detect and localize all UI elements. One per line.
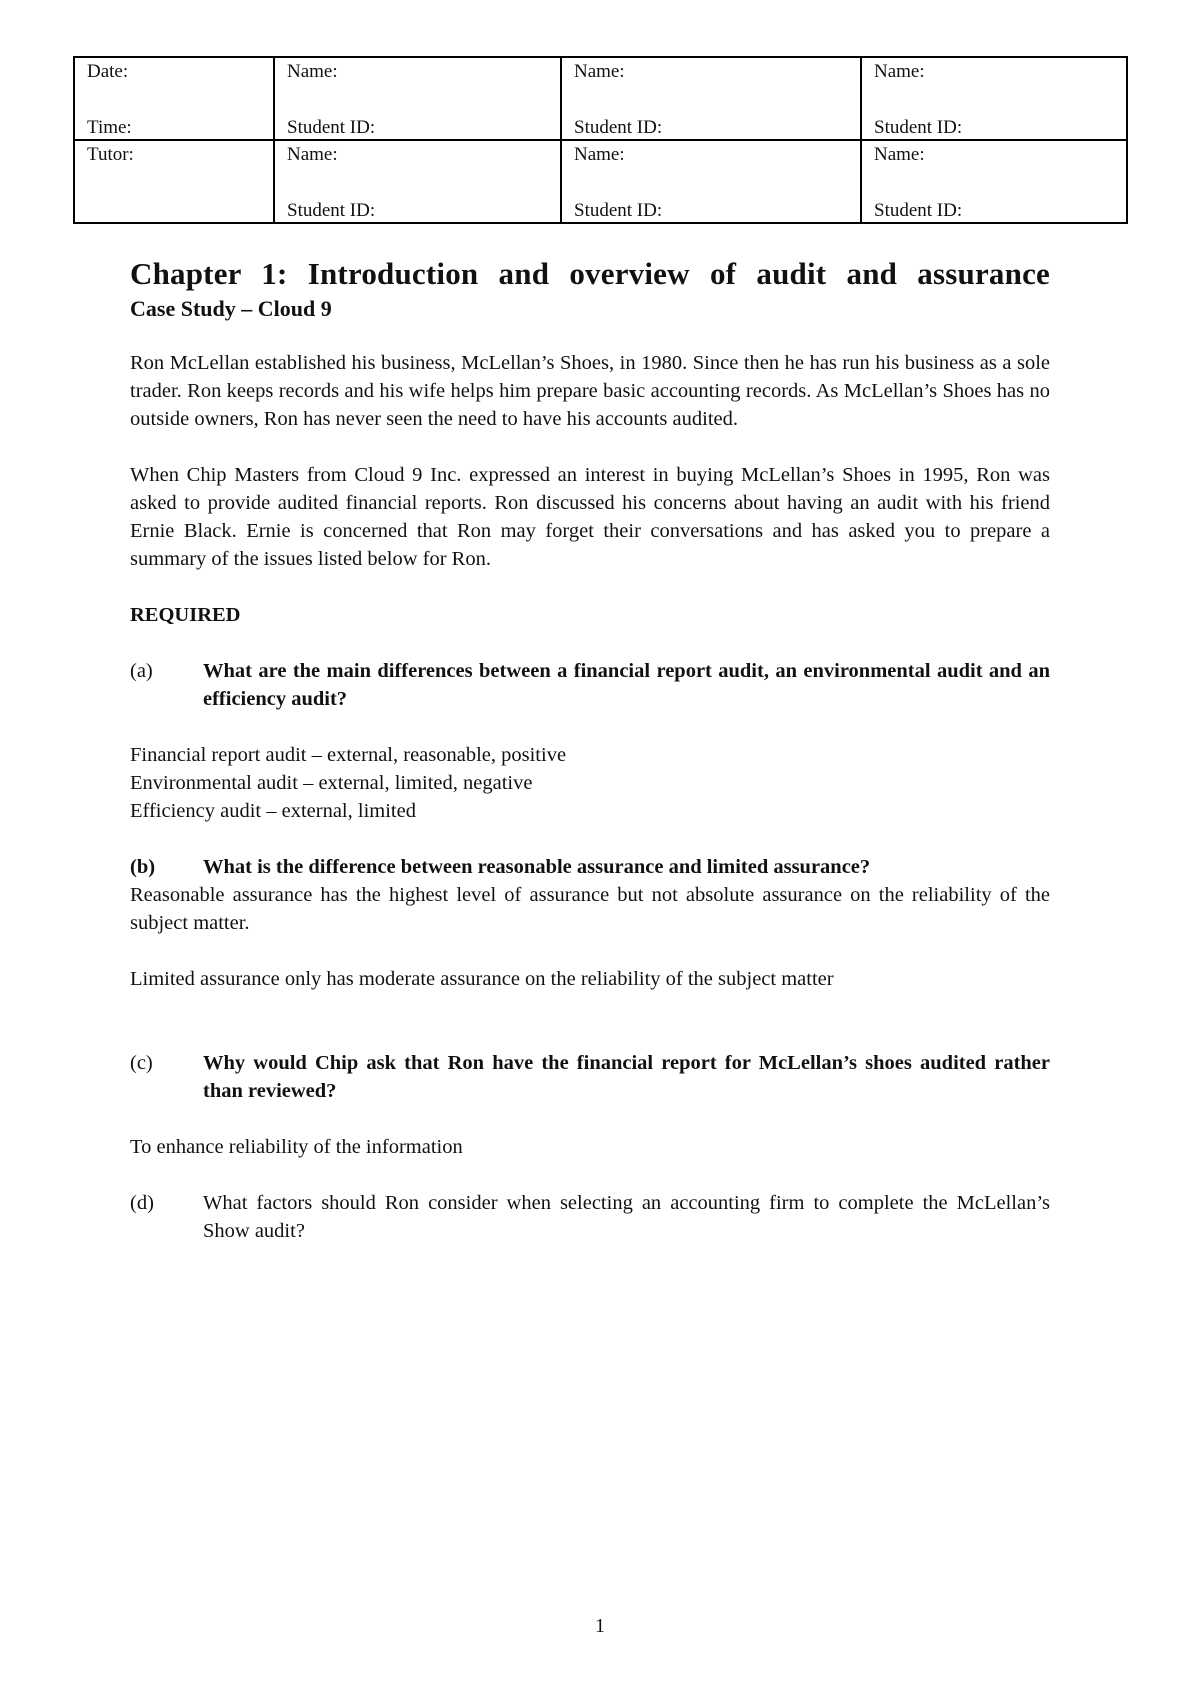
question-b (130, 853, 1050, 881)
question-text: What is the difference between reasonable assurance and limited assurance? (203, 856, 871, 878)
table-row (74, 57, 1127, 140)
answer-line: Environmental audit – external, limited, negative (130, 772, 533, 794)
student-id-label: Student ID: (874, 117, 963, 138)
question-d (130, 1189, 1050, 1245)
student-cell (274, 57, 561, 140)
intro-paragraph: Ron McLellan established his business, McLellan’s Shoes, in 1980. Since then he has run his business as a sole trader. Ron keeps records and his wife helps him prepare basic accounting records. As McLellan’s Shoes has no outside owners, Ron has never seen the need to have his accounts audited. (130, 352, 1050, 430)
student-details-table (73, 56, 1128, 224)
question-text: What factors should Ron consider when selecting an accounting firm to complete the McLellan’s Show audit? (203, 1192, 1050, 1242)
name-label: Name: (874, 144, 925, 165)
student-id-label: Student ID: (287, 200, 376, 221)
name-label: Name: (287, 61, 338, 82)
tutor-label: Tutor: (87, 144, 134, 165)
question-letter: (c) (130, 1052, 153, 1074)
student-cell (561, 57, 861, 140)
chapter-title: Chapter 1: Introduction and overview of audit and assurance (130, 256, 1050, 291)
student-cell (561, 140, 861, 223)
student-id-label: Student ID: (287, 117, 376, 138)
time-label: Time: (87, 117, 132, 138)
required-heading: REQUIRED (130, 604, 241, 626)
tutor-cell (74, 140, 274, 223)
date-time-cell (74, 57, 274, 140)
document-body (130, 256, 1050, 1245)
answer-line: Reasonable assurance has the highest level of assurance but not absolute assurance on the reliability of the subject matter. (130, 884, 1050, 934)
answer-line: To enhance reliability of the information (130, 1136, 463, 1158)
student-cell (274, 140, 561, 223)
answer-a (130, 741, 1050, 825)
question-text: Why would Chip ask that Ron have the financial report for McLellan’s shoes audited rather than reviewed? (203, 1052, 1050, 1102)
question-letter: (a) (130, 660, 153, 682)
answer-line: Financial report audit – external, reasonable, positive (130, 744, 567, 766)
question-c (130, 1049, 1050, 1105)
answer-line: Limited assurance only has moderate assurance on the reliability of the subject matter (130, 968, 834, 990)
answer-line: Efficiency audit – external, limited (130, 800, 416, 822)
name-label: Name: (574, 144, 625, 165)
name-label: Name: (574, 61, 625, 82)
question-text: What are the main differences between a financial report audit, an environmental audit and an efficiency audit? (203, 660, 1050, 710)
question-letter: (b) (130, 856, 156, 878)
name-label: Name: (287, 144, 338, 165)
student-id-label: Student ID: (874, 200, 963, 221)
case-study-title: Case Study – Cloud 9 (130, 296, 332, 321)
page-number: 1 (595, 1615, 605, 1637)
table-row (74, 140, 1127, 223)
student-cell (861, 140, 1127, 223)
context-paragraph: When Chip Masters from Cloud 9 Inc. expressed an interest in buying McLellan’s Shoes in 1995, Ron was asked to provide audited financial reports. Ron discussed his concerns about having an audit with his friend Ernie Black. Ernie is concerned that Ron may forget their conversations and has asked you to prepare a summary of the issues listed below for Ron. (130, 464, 1050, 570)
student-id-label: Student ID: (574, 200, 663, 221)
student-id-label: Student ID: (574, 117, 663, 138)
question-letter: (d) (130, 1192, 154, 1214)
name-label: Name: (874, 61, 925, 82)
question-a (130, 657, 1050, 713)
date-label: Date: (87, 61, 129, 82)
student-cell (861, 57, 1127, 140)
